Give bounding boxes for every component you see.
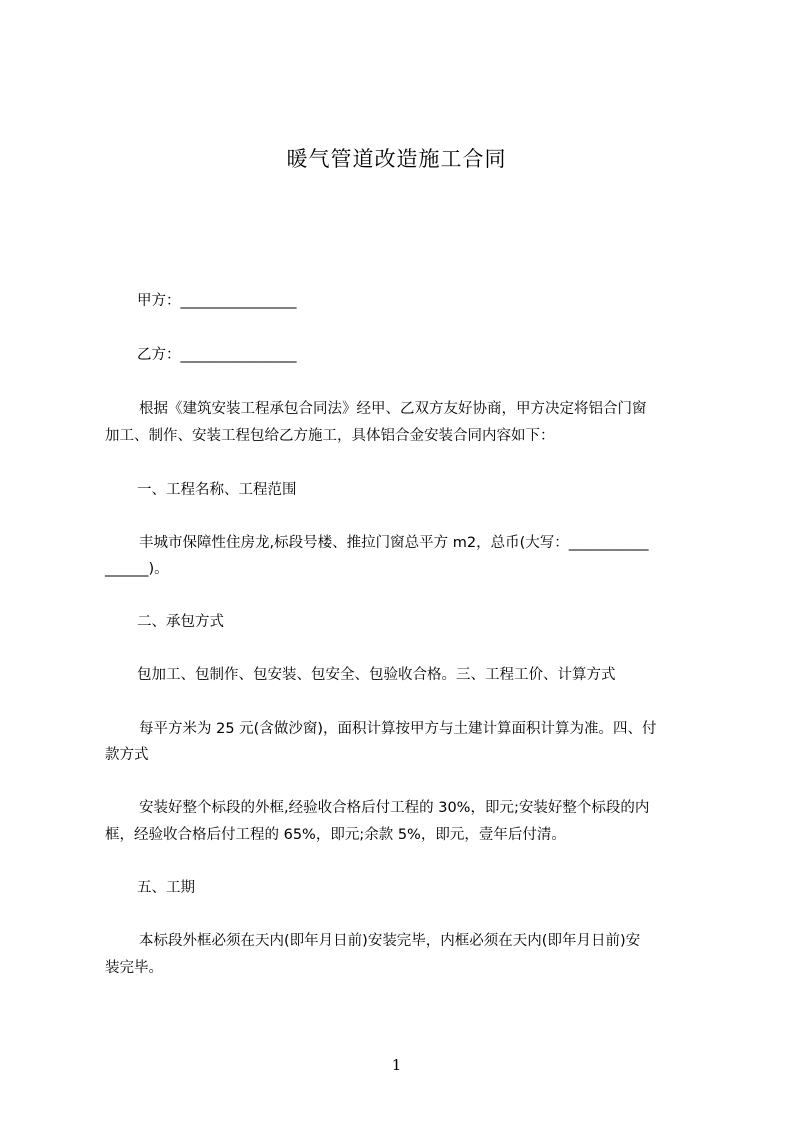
- section-1-line-1: 丰城市保障性住房龙,标段号楼、推拉门窗总平方 m2，总币(大写：___________: [139, 535, 649, 551]
- section-1-heading: 一、工程名称、工程范围: [137, 482, 297, 498]
- section-5-line-2: 装完毕。: [105, 960, 163, 976]
- document-title: 暖气管道改造施工合同: [286, 147, 507, 171]
- section-5-line-1: 本标段外框必须在天内(即年月日前)安装完毕，内框必须在天内(即年月日前)安: [139, 933, 641, 949]
- intro-paragraph-line-1: 根据《建筑安装工程承包合同法》经甲、乙双方友好协商，甲方决定将铝合门窗: [139, 401, 647, 417]
- section-5-heading: 五、工期: [137, 880, 195, 896]
- section-1-line-2: ______)。: [105, 561, 169, 577]
- intro-paragraph-line-2: 加工、制作、安装工程包给乙方施工，具体铝合金安装合同内容如下：: [105, 428, 555, 444]
- party-b-line: 乙方：________________: [137, 347, 297, 363]
- section-3-line-2: 款方式: [105, 747, 149, 763]
- section-4-line-1: 安装好整个标段的外框,经验收合格后付工程的 30%，即元;安装好整个标段的内: [139, 800, 650, 816]
- page-number: 1: [391, 1056, 402, 1074]
- section-2-body: 包加工、包制作、包安装、包安全、包验收合格。三、工程工价、计算方式: [137, 667, 616, 683]
- party-a-line: 甲方：________________: [137, 293, 297, 309]
- section-3-line-1: 每平方米为 25 元(含做沙窗)，面积计算按甲方与土建计算面积计算为准。四、付: [139, 721, 657, 737]
- section-4-line-2: 框，经验收合格后付工程的 65%，即元;余款 5%，即元，壹年后付清。: [105, 827, 566, 843]
- section-2-heading: 二、承包方式: [137, 614, 224, 630]
